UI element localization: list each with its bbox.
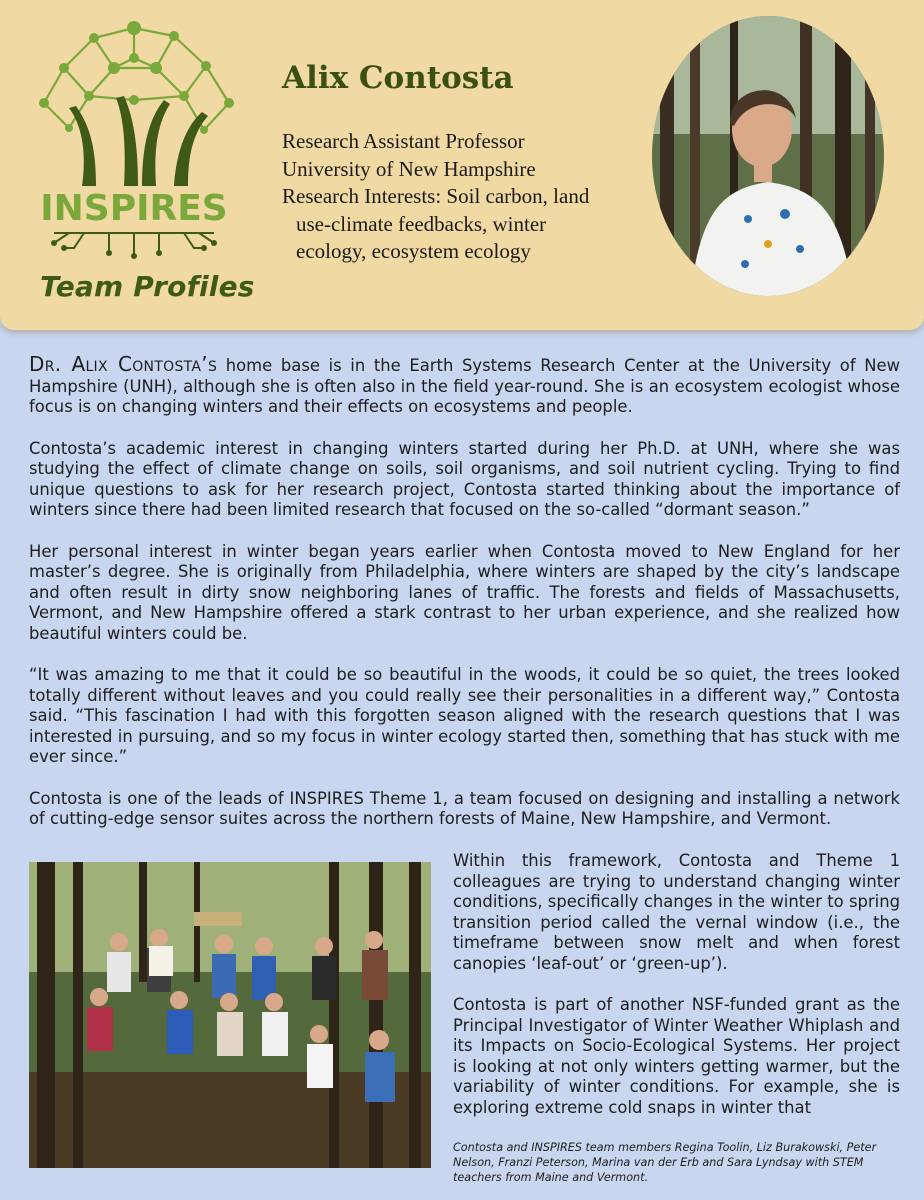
profile-interests-2: use-climate feedbacks, winter: [296, 211, 547, 236]
profile-institution: University of New Hampshire: [282, 156, 536, 181]
section-label: Team Profiles: [40, 270, 255, 303]
logo-wordmark: INSPIRES: [40, 188, 228, 229]
paragraph-3: Her personal interest in winter began years earlier when Contosta moved to New England for her master’s degree. She is originally from Philadelphia, where winters are shaped by the city’s landscape and often result in dirty snow neighboring lanes of traffic. The forests and fields of Massachusetts, Vermont, and New Hampshire offered a stark contrast to her urban experience, and she realized how beautiful winters could be.: [29, 541, 900, 643]
paragraph-5: Contosta is one of the leads of INSPIRES Theme 1, a team focused on designing and installing a network of cutting-edge sensor suites across the northern forests of Maine, New Hampshire, and Vermont.: [29, 788, 900, 828]
lead-name: Dr. Alix Contosta’s: [29, 352, 218, 376]
paragraph-1-text: home base is in the Earth Systems Research Center at the University of New Hampshire (UNH), although she is often also in the field year-round. She is an ecosystem ecologist whose focus is on changing winters and their effects on ecosystems and people.: [29, 356, 900, 416]
paragraph-7: Contosta is part of another NSF-funded grant as the Principal Investigator of Winter Weather Whiplash and its Impacts on Socio-Ecological Systems. Her project is looking at not only winters getting warmer, but the variability of winter conditions. For example, she is exploring extreme cold snaps in winter that: [453, 995, 900, 1117]
team-group-photo: [29, 862, 431, 1168]
side-text: [453, 851, 900, 1139]
paragraph-6: Within this framework, Contosta and Theme 1 colleagues are trying to understand changing winter conditions, specifically changes in the winter to spring transition period called the vernal window (i.e., the timeframe between snow melt and when forest canopies ‘leaf-out’ or ‘green-up’).: [453, 851, 900, 973]
profile-title: Research Assistant Professor: [282, 129, 525, 153]
profile-name: Alix Contosta: [282, 60, 514, 96]
profile-interests-1: Research Interests: Soil carbon, land: [282, 184, 590, 208]
profile-interests-3: ecology, ecosystem ecology: [296, 239, 531, 263]
paragraph-2: Contosta’s academic interest in changing winters started during her Ph.D. at UNH, where she was studying the effect of climate change on soils, soil organisms, and soil nutrient cycling. Trying to find unique questions to ask for her research project, Contosta started thinking about the importance of winters since there had been limited research that focused on the so-called “dormant season.”: [29, 438, 900, 519]
profile-info: [282, 128, 632, 266]
photo-caption: Contosta and INSPIRES team members Regina Toolin, Liz Burakowski, Peter Nelson, Franzi Peterson, Marina van der Erb and Sara Lyndsay with STEM teachers from Maine and Vermont.: [453, 1141, 877, 1184]
header-banner: [0, 0, 924, 330]
article-body: [29, 354, 900, 851]
paragraph-4: “It was amazing to me that it could be so beautiful in the woods, it could be so quiet, the trees looked totally different without leaves and you could really see their personalities in a different way,” Contosta said. “This fascination I had with this forgotten season aligned with the research questions that I was interested in pursuing, and so my focus in winter ecology started then, something that has stuck with me ever since.”: [29, 665, 900, 766]
paragraph-1: [29, 354, 900, 418]
portrait-photo: [650, 14, 886, 298]
inspires-logo: [24, 8, 244, 268]
